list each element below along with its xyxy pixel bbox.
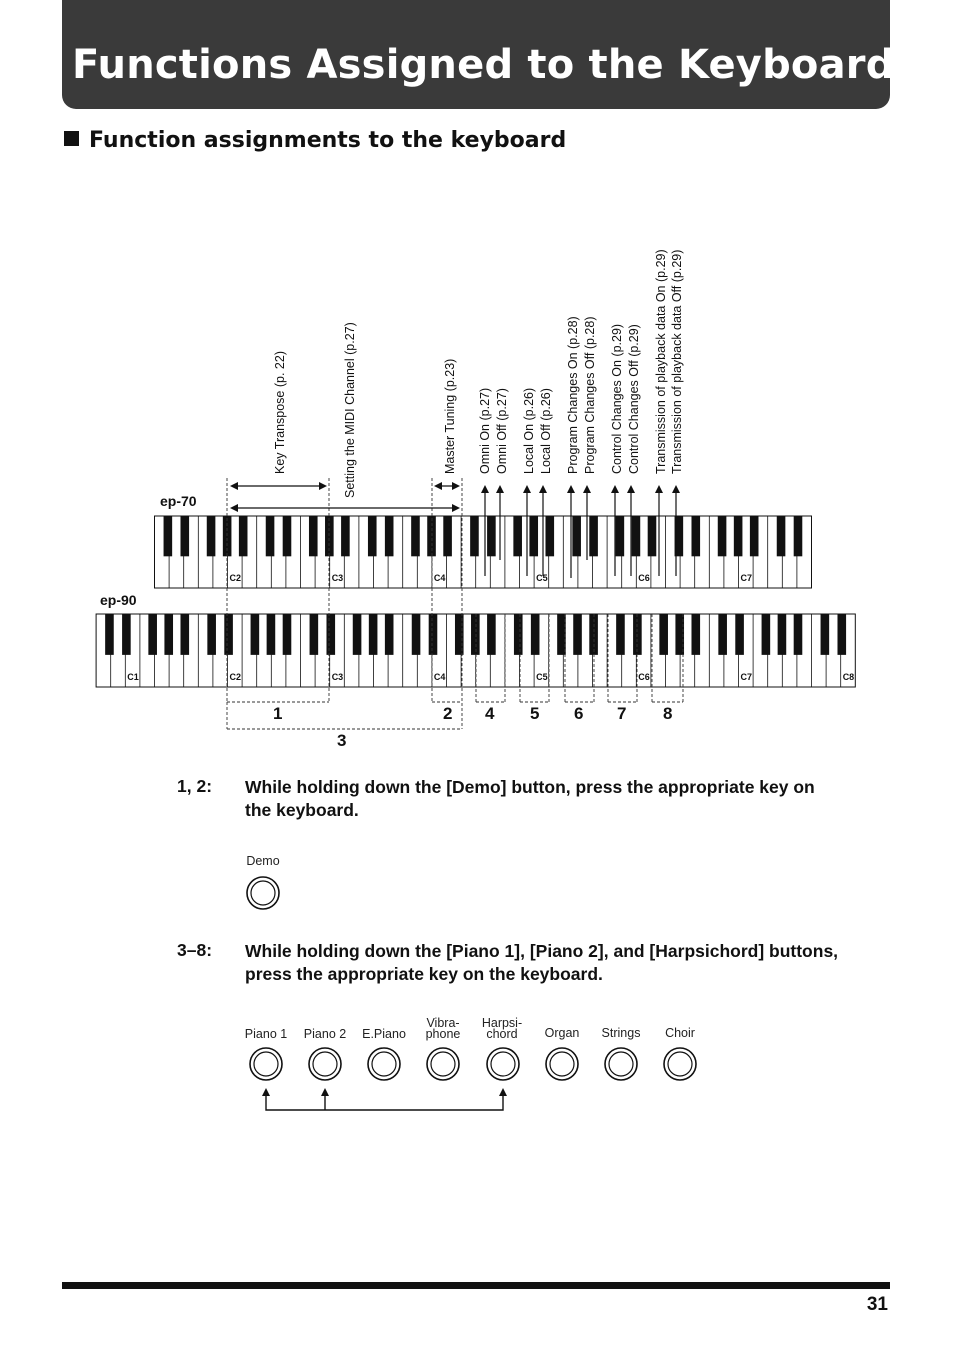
footer-rule bbox=[62, 1282, 890, 1289]
group-number-8: 8 bbox=[663, 704, 673, 723]
combination-arrow-head bbox=[262, 1088, 270, 1096]
ep70-keyboard-black-key bbox=[589, 516, 598, 556]
ep90-keyboard-octave-label-c3: C3 bbox=[331, 672, 344, 682]
function-key-arrow-head bbox=[655, 485, 663, 493]
label-local-on: Local On (p.26) bbox=[522, 387, 536, 474]
choir-button-inner-ring bbox=[668, 1052, 692, 1076]
function-key-arrow-head bbox=[496, 485, 504, 493]
ep70-keyboard-black-key bbox=[180, 516, 189, 556]
ep70-keyboard-black-key bbox=[777, 516, 786, 556]
function-key-arrow-head bbox=[583, 485, 591, 493]
ep70-keyboard-black-key bbox=[239, 516, 248, 556]
key-transpose-range-arrow-head-left bbox=[230, 482, 238, 490]
group-number-6: 6 bbox=[574, 704, 584, 723]
ep70-keyboard-black-key bbox=[427, 516, 436, 556]
ep90-keyboard-black-key bbox=[794, 614, 803, 655]
ep70-keyboard-black-key bbox=[513, 516, 522, 556]
ep90-keyboard-octave-label-c7: C7 bbox=[740, 672, 753, 682]
ep70-keyboard-black-key bbox=[794, 516, 803, 556]
label-program-on: Program Changes On (p.28) bbox=[566, 316, 580, 474]
group-number-5: 5 bbox=[530, 704, 540, 723]
ep90-keyboard-black-key bbox=[267, 614, 276, 655]
combination-arrow-head bbox=[499, 1088, 507, 1096]
ep70-keyboard-black-key bbox=[734, 516, 743, 556]
group-number-3: 3 bbox=[337, 731, 347, 750]
label-omni-off: Omni Off (p.27) bbox=[495, 388, 509, 474]
midi-channel-range-arrow-head-right bbox=[452, 504, 460, 512]
function-key-arrow-head bbox=[627, 485, 635, 493]
ep90-keyboard-octave-label-c5: C5 bbox=[536, 672, 548, 682]
harpsichord-label-line1: Harpsi- bbox=[481, 1016, 523, 1030]
ep90-keyboard-black-key bbox=[310, 614, 319, 655]
function-key-arrow-head bbox=[567, 485, 575, 493]
section-title: Function assignments to the keyboard bbox=[89, 128, 567, 153]
harpsichord-label-line2: chord bbox=[486, 1027, 518, 1041]
ep70-keyboard-black-key bbox=[648, 516, 657, 556]
page-title: Functions Assigned to the Keyboard bbox=[72, 42, 895, 88]
group-number-1: 1 bbox=[273, 704, 283, 723]
vibraphone-label-line2: phone bbox=[425, 1027, 461, 1041]
label-transmission-on: Transmission of playback data On (p.29) bbox=[654, 249, 668, 474]
instruction-text-2: While holding down the [Piano 1], [Piano 2], and [Harpsichord] buttons, press the appropriate key on the keyboard. bbox=[245, 941, 839, 984]
ep90-keyboard-black-key bbox=[691, 614, 700, 655]
ep90-keyboard-black-key bbox=[735, 614, 744, 655]
label-key-transpose: Key Transpose (p. 22) bbox=[273, 351, 287, 474]
ep70-keyboard-black-key bbox=[309, 516, 318, 556]
ep90-keyboard-black-key bbox=[778, 614, 787, 655]
epiano-button-inner-ring bbox=[372, 1052, 396, 1076]
ep90-keyboard-black-key bbox=[207, 614, 216, 655]
ep70-keyboard-octave-label-c4: C4 bbox=[433, 573, 446, 583]
ep90-keyboard-black-key bbox=[659, 614, 668, 655]
ep90-keyboard-black-key bbox=[531, 614, 540, 655]
instruction-number-2: 3–8: bbox=[177, 940, 213, 960]
ep90-keyboard-black-key bbox=[514, 614, 523, 655]
ep70-keyboard-black-key bbox=[691, 516, 700, 556]
ep90-keyboard-black-key bbox=[122, 614, 131, 655]
ep70-keyboard-black-key bbox=[443, 516, 452, 556]
ep70-keyboard-octave-label-c6: C6 bbox=[638, 573, 650, 583]
ep70-keyboard-octave-label-c7: C7 bbox=[740, 573, 753, 583]
ep70-keyboard-black-key bbox=[616, 516, 625, 556]
ep70-keyboard-octave-label-c3: C3 bbox=[331, 573, 344, 583]
ep90-keyboard-black-key bbox=[573, 614, 582, 655]
ep90-keyboard-octave-label-c8: C8 bbox=[842, 672, 855, 682]
ep90-keyboard-black-key bbox=[224, 614, 233, 655]
function-key-arrow-head bbox=[523, 485, 531, 493]
piano2-button-inner-ring bbox=[313, 1052, 337, 1076]
ep90-keyboard-black-key bbox=[616, 614, 625, 655]
strings-button-inner-ring bbox=[609, 1052, 633, 1076]
ep90-keyboard-black-key bbox=[326, 614, 335, 655]
model-label-ep90: ep-90 bbox=[100, 592, 137, 608]
label-control-on: Control Changes On (p.29) bbox=[610, 323, 624, 474]
piano2-label: Piano 2 bbox=[303, 1027, 347, 1041]
ep90-keyboard-black-key bbox=[283, 614, 292, 655]
model-label-ep70: ep-70 bbox=[160, 493, 197, 509]
ep90-keyboard-black-key bbox=[429, 614, 438, 655]
ep90-keyboard-black-key bbox=[557, 614, 566, 655]
ep70-keyboard-black-key bbox=[470, 516, 479, 556]
label-midi-channel: Setting the MIDI Channel (p.27) bbox=[343, 322, 357, 498]
ep90-keyboard-black-key bbox=[164, 614, 173, 655]
ep90-keyboard-octave-label-c1: C1 bbox=[127, 672, 139, 682]
ep90-keyboard-black-key bbox=[821, 614, 830, 655]
ep70-keyboard-octave-label-c5: C5 bbox=[536, 573, 548, 583]
ep70-keyboard-black-key bbox=[266, 516, 275, 556]
choir-label: Choir bbox=[665, 1026, 695, 1040]
strings-label: Strings bbox=[601, 1026, 641, 1040]
ep70-keyboard-black-key bbox=[341, 516, 350, 556]
ep70-keyboard-black-key bbox=[718, 516, 727, 556]
label-local-off: Local Off (p.26) bbox=[539, 388, 553, 474]
ep70-keyboard-black-key bbox=[411, 516, 420, 556]
ep70-keyboard-black-key bbox=[572, 516, 581, 556]
ep90-keyboard-black-key bbox=[718, 614, 727, 655]
ep90-keyboard-black-key bbox=[353, 614, 362, 655]
label-master-tuning: Master Tuning (p.23) bbox=[443, 358, 457, 474]
ep70-keyboard-black-key bbox=[385, 516, 394, 556]
function-key-arrow-head bbox=[672, 485, 680, 493]
group-number-7: 7 bbox=[617, 704, 627, 723]
organ-label: Organ bbox=[544, 1026, 580, 1040]
function-key-arrow-head bbox=[481, 485, 489, 493]
ep70-keyboard-black-key bbox=[368, 516, 377, 556]
ep90-keyboard-black-key bbox=[251, 614, 260, 655]
ep90-keyboard-black-key bbox=[105, 614, 114, 655]
vibraphone-button-inner-ring bbox=[431, 1052, 455, 1076]
ep90-keyboard-octave-label-c2: C2 bbox=[229, 672, 242, 682]
ep70-keyboard-black-key bbox=[164, 516, 173, 556]
ep70-keyboard-black-key bbox=[487, 516, 496, 556]
combination-bracket bbox=[266, 1096, 503, 1110]
function-key-arrow-head bbox=[611, 485, 619, 493]
ep90-keyboard-black-key bbox=[180, 614, 189, 655]
ep90-keyboard-black-key bbox=[762, 614, 771, 655]
group-number-2: 2 bbox=[443, 704, 453, 723]
demo-button-label: Demo bbox=[246, 854, 280, 868]
piano1-label: Piano 1 bbox=[244, 1027, 288, 1041]
ep90-keyboard-black-key bbox=[385, 614, 394, 655]
ep90-keyboard-octave-label-c4: C4 bbox=[433, 672, 446, 682]
ep90-keyboard-black-key bbox=[148, 614, 157, 655]
instruction-text-1: While holding down the [Demo] button, press the appropriate key on the keyboard. bbox=[245, 777, 815, 820]
ep70-keyboard-black-key bbox=[545, 516, 554, 556]
ep70-keyboard-octave-label-c2: C2 bbox=[229, 573, 242, 583]
ep90-keyboard-black-key bbox=[487, 614, 496, 655]
key-transpose-range-arrow-head-right bbox=[319, 482, 327, 490]
group-number-4: 4 bbox=[485, 704, 495, 723]
ep90-keyboard-octave-label-c6: C6 bbox=[638, 672, 650, 682]
label-transmission-off: Transmission of playback data Off (p.29) bbox=[670, 249, 684, 474]
label-omni-on: Omni On (p.27) bbox=[478, 387, 492, 474]
ep70-keyboard-black-key bbox=[529, 516, 538, 556]
organ-button-inner-ring bbox=[550, 1052, 574, 1076]
midi-channel-range-arrow-head-left bbox=[230, 504, 238, 512]
function-key-arrow-head bbox=[539, 485, 547, 493]
ep70-keyboard-black-key bbox=[750, 516, 759, 556]
page-number: 31 bbox=[866, 1294, 888, 1315]
harpsichord-button-inner-ring bbox=[491, 1052, 515, 1076]
demo-button-inner-ring bbox=[251, 881, 275, 905]
ep90-keyboard-black-key bbox=[471, 614, 480, 655]
ep70-keyboard-black-key bbox=[207, 516, 216, 556]
ep90-keyboard-black-key bbox=[837, 614, 846, 655]
ep70-keyboard-black-key bbox=[632, 516, 641, 556]
master-tuning-range-arrow-head-left bbox=[434, 482, 442, 490]
ep90-keyboard-black-key bbox=[369, 614, 378, 655]
instruction-number-1: 1, 2: bbox=[177, 776, 213, 796]
vibraphone-label-line1: Vibra- bbox=[426, 1016, 460, 1030]
master-tuning-range-arrow-head-right bbox=[452, 482, 460, 490]
label-control-off: Control Changes Off (p.29) bbox=[627, 324, 641, 474]
label-program-off: Program Changes Off (p.28) bbox=[583, 316, 597, 474]
ep70-keyboard-frame bbox=[155, 516, 812, 588]
ep90-keyboard-black-key bbox=[412, 614, 421, 655]
ep70-keyboard-black-key bbox=[283, 516, 292, 556]
combination-arrow-head bbox=[321, 1088, 329, 1096]
epiano-label: E.Piano bbox=[362, 1027, 406, 1041]
piano1-button-inner-ring bbox=[254, 1052, 278, 1076]
